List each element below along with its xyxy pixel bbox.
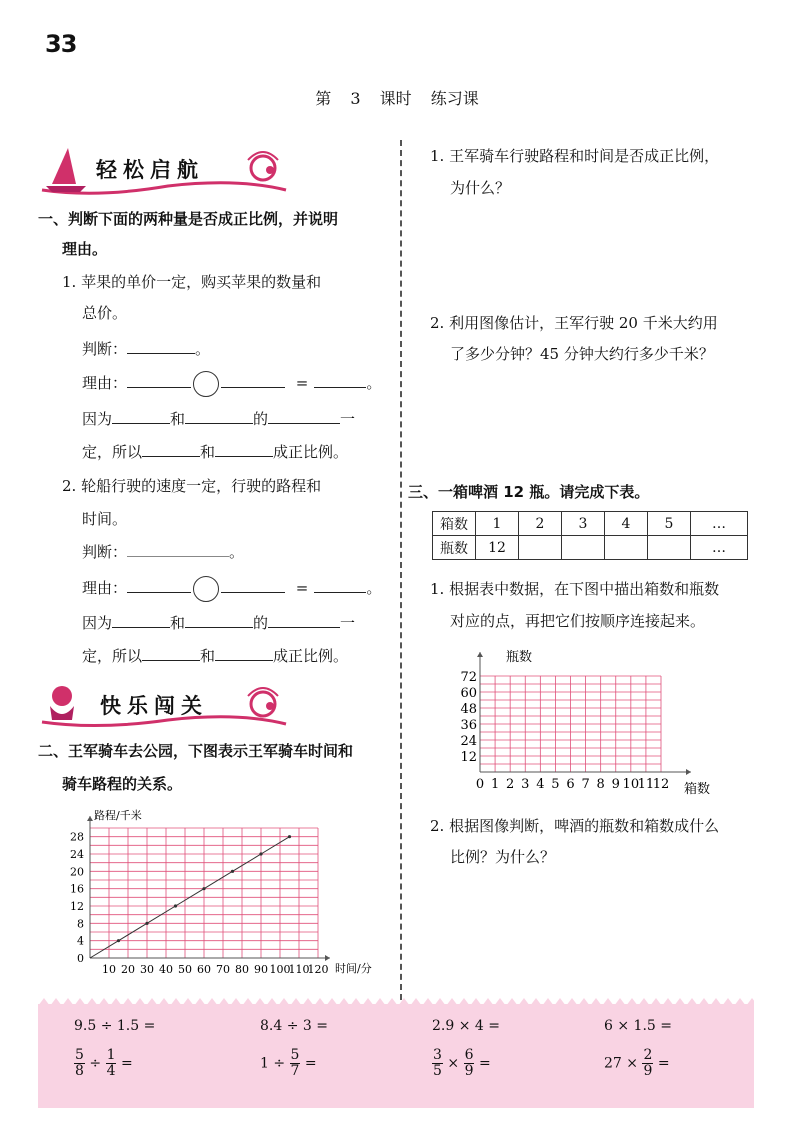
y-axis-label: 瓶数 xyxy=(506,650,533,665)
column-divider xyxy=(400,140,402,1000)
table-cell: 瓶数 xyxy=(433,536,476,560)
denominator: 8 xyxy=(75,1063,84,1079)
s3-q2-text-cont: 比例？为什么？ xyxy=(450,848,556,866)
denominator: 4 xyxy=(106,1063,116,1079)
x-tick-label: 11 xyxy=(637,777,655,792)
y-axis-label: 路程/千米 xyxy=(94,809,142,822)
wavy-border xyxy=(38,998,754,1006)
data-point xyxy=(174,904,177,907)
period: 。 xyxy=(195,340,211,358)
section1-heading-cont: 理由。 xyxy=(62,240,108,258)
x-tick-label: 40 xyxy=(159,963,173,976)
table-cell: 1 xyxy=(476,512,519,536)
x-tick-label: 3 xyxy=(521,777,530,792)
calc-item: 8.4 ÷ 3 = xyxy=(260,1018,328,1034)
because-blank-1[interactable] xyxy=(112,409,170,424)
chart-axes xyxy=(477,652,691,775)
y-tick-label: 36 xyxy=(460,718,477,733)
s3-q2-text: 2. 根据图像判断，啤酒的瓶数和箱数成什么 xyxy=(430,817,720,835)
y-tick-label: 72 xyxy=(460,670,477,685)
equals-sign: = xyxy=(304,1055,317,1072)
y-tick-label: 60 xyxy=(460,686,477,701)
denominator: 5 xyxy=(433,1063,442,1079)
table-row xyxy=(433,512,748,536)
data-point xyxy=(117,939,120,942)
because-blank-3[interactable] xyxy=(268,409,340,424)
y-tick-label: 24 xyxy=(460,734,477,749)
banner-easy-start xyxy=(38,140,288,200)
yi-label: 一 xyxy=(340,410,356,428)
fraction xyxy=(464,1048,475,1079)
chart-tick-labels xyxy=(460,670,669,792)
reason-blank-1[interactable] xyxy=(127,373,191,388)
x-tick-label: 70 xyxy=(216,963,230,976)
x-tick-label: 0 xyxy=(475,777,485,792)
period: 。 xyxy=(229,543,245,561)
x-tick-label: 10 xyxy=(622,777,640,792)
s1-q2-judge xyxy=(82,541,244,562)
so-suffix: 成正比例。 xyxy=(273,443,349,461)
numerator: 6 xyxy=(464,1047,474,1063)
distance-time-chart xyxy=(60,800,380,980)
page-number: 33 xyxy=(45,30,77,58)
so-suffix: 成正比例。 xyxy=(273,647,349,665)
lesson-title: 第 3 课时 练习课 xyxy=(315,89,479,108)
because-label: 因为 xyxy=(82,410,113,428)
x-tick-label: 6 xyxy=(566,777,575,792)
so-label: 定，所以 xyxy=(82,647,143,665)
x-tick-label: 80 xyxy=(235,963,249,976)
s2-q1-text: 1. 王军骑车行驶路程和时间是否成正比例， xyxy=(430,147,720,165)
section1-heading: 一、判断下面的两种量是否成正比例，并说明 xyxy=(38,210,339,228)
data-point xyxy=(231,870,234,873)
x-tick-label: 110 xyxy=(288,963,310,976)
table-cell: … xyxy=(691,536,748,560)
x-tick-label: 60 xyxy=(197,963,211,976)
equals-sign: = xyxy=(295,374,309,392)
x-tick-label: 20 xyxy=(121,963,135,976)
numerator: 2 xyxy=(643,1047,653,1063)
de-label: 的 xyxy=(253,614,269,632)
reason-blank-2[interactable] xyxy=(221,373,285,388)
x-tick-label: 12 xyxy=(652,777,670,792)
table-cell: 4 xyxy=(605,512,648,536)
because-blank-1[interactable] xyxy=(112,613,170,628)
answer-cell[interactable] xyxy=(648,536,691,560)
s1-q1-judge xyxy=(82,338,210,359)
equals-sign: = xyxy=(478,1055,491,1072)
x-axis-arrow xyxy=(325,955,330,961)
data-point xyxy=(145,922,148,925)
x-tick-label: 4 xyxy=(536,777,545,792)
s2-q1-text-cont: 为什么？ xyxy=(450,179,511,197)
operator: ÷ xyxy=(89,1055,102,1072)
chart-grid xyxy=(480,676,661,772)
s1-q1-text-cont: 总价。 xyxy=(82,304,128,322)
judge-blank[interactable] xyxy=(127,339,195,354)
numerator: 5 xyxy=(75,1047,84,1063)
equals-sign: = xyxy=(657,1055,670,1072)
judge-label: 判断： xyxy=(82,340,128,358)
because-blank-2[interactable] xyxy=(185,613,253,628)
x-tick-label: 1 xyxy=(490,777,500,792)
answer-cell[interactable] xyxy=(562,536,605,560)
s1-q1-because xyxy=(82,408,355,429)
fraction xyxy=(432,1048,443,1079)
fraction xyxy=(74,1048,85,1079)
chart-grid xyxy=(90,828,318,958)
because-blank-3[interactable] xyxy=(268,613,340,628)
data-point xyxy=(202,887,205,890)
reason-label: 理由： xyxy=(82,579,128,597)
y-tick-label: 20 xyxy=(70,865,84,879)
numerator: 5 xyxy=(290,1047,300,1063)
x-tick-label: 30 xyxy=(140,963,154,976)
x-tick-label: 50 xyxy=(178,963,192,976)
calc-item: 6 × 1.5 = xyxy=(604,1018,672,1034)
equals-sign: = xyxy=(295,579,309,597)
reason-blank-3[interactable] xyxy=(314,373,366,388)
s1-q1-so xyxy=(82,441,348,462)
banner-title: 快乐闯关 xyxy=(100,694,208,718)
s2-q2-text-cont: 了多少分钟？45 分钟大约行多少千米？ xyxy=(450,345,714,363)
y-axis-arrow xyxy=(477,652,483,657)
data-point xyxy=(288,835,291,838)
s1-q1-reason xyxy=(82,371,381,397)
reason-blank-1[interactable] xyxy=(127,578,191,593)
so-label: 定，所以 xyxy=(82,443,143,461)
and-label: 和 xyxy=(170,614,186,632)
table-cell: 3 xyxy=(562,512,605,536)
so-blank-1[interactable] xyxy=(142,442,200,457)
s1-q1-text: 1. 苹果的单价一定，购买苹果的数量和 xyxy=(62,273,322,291)
y-axis-arrow xyxy=(87,816,93,821)
y-tick-label: 12 xyxy=(460,750,477,765)
reason-blank-2[interactable] xyxy=(221,578,285,593)
table-cell: … xyxy=(691,512,748,536)
s2-q2-text: 2. 利用图像估计，王军行驶 20 千米大约用 xyxy=(430,314,718,332)
section2-heading-cont: 骑车路程的关系。 xyxy=(62,775,183,793)
calc-item xyxy=(604,1048,670,1079)
y-tick-label: 16 xyxy=(70,882,84,896)
x-tick-label: 7 xyxy=(581,777,590,792)
because-blank-2[interactable] xyxy=(185,409,253,424)
equals-sign: = xyxy=(120,1055,133,1072)
y-tick-label: 0 xyxy=(77,952,84,965)
yi-label: 一 xyxy=(340,614,356,632)
s1-q2-reason xyxy=(82,576,381,602)
judge-label: 判断： xyxy=(82,543,128,561)
section2-heading: 二、王军骑车去公园，下图表示王军骑车时间和 xyxy=(38,742,354,760)
fraction xyxy=(106,1048,117,1079)
y-tick-label: 24 xyxy=(70,848,84,861)
numerator: 3 xyxy=(433,1047,442,1063)
section3-heading: 三、一箱啤酒 12 瓶。请完成下表。 xyxy=(408,483,650,501)
x-tick-label: 8 xyxy=(596,777,605,792)
s3-q1-text: 1. 根据表中数据，在下图中描出箱数和瓶数 xyxy=(430,580,720,598)
denominator: 7 xyxy=(290,1063,300,1079)
denominator: 9 xyxy=(643,1063,653,1079)
and-label: 和 xyxy=(200,443,216,461)
fraction xyxy=(642,1048,653,1079)
y-tick-label: 4 xyxy=(77,934,84,948)
operand: 1 ÷ xyxy=(260,1055,286,1072)
bottles-boxes-chart[interactable] xyxy=(450,640,750,800)
table-row xyxy=(433,536,748,560)
numerator: 1 xyxy=(106,1047,116,1063)
s1-q2-text: 2. 轮船行驶的速度一定，行驶的路程和 xyxy=(62,477,322,495)
answer-cell[interactable] xyxy=(605,536,648,560)
so-blank-2[interactable] xyxy=(215,442,273,457)
so-blank-1[interactable] xyxy=(142,646,200,661)
x-tick-label: 120 xyxy=(307,963,329,976)
y-tick-label: 12 xyxy=(70,900,84,913)
answer-cell[interactable] xyxy=(519,536,562,560)
x-axis-label: 时间/分 xyxy=(335,962,372,975)
x-axis-arrow xyxy=(686,769,691,775)
period: 。 xyxy=(366,374,382,392)
boxes-bottles-table xyxy=(432,511,748,560)
s1-q2-text-cont: 时间。 xyxy=(82,510,128,528)
operator-circle[interactable] xyxy=(193,576,219,602)
x-tick-label: 5 xyxy=(551,777,560,792)
reason-blank-3[interactable] xyxy=(314,578,366,593)
period: 。 xyxy=(366,579,382,597)
calc-item: 2.9 × 4 = xyxy=(432,1018,500,1034)
y-tick-label: 48 xyxy=(460,702,477,717)
x-axis-label: 箱数 xyxy=(684,782,711,797)
x-tick-label: 100 xyxy=(269,963,291,976)
de-label: 的 xyxy=(253,410,269,428)
table-cell: 2 xyxy=(519,512,562,536)
table-cell: 箱数 xyxy=(433,512,476,536)
operator-circle[interactable] xyxy=(193,371,219,397)
so-blank-2[interactable] xyxy=(215,646,273,661)
x-tick-label: 2 xyxy=(506,777,515,792)
x-tick-label: 10 xyxy=(102,963,116,976)
x-tick-label: 9 xyxy=(611,777,620,792)
banner-title: 轻松启航 xyxy=(96,158,204,182)
judge-blank[interactable] xyxy=(127,542,229,557)
s1-q2-so xyxy=(82,645,348,666)
because-label: 因为 xyxy=(82,614,113,632)
and-label: 和 xyxy=(200,647,216,665)
calc-item xyxy=(432,1048,491,1079)
calc-item xyxy=(260,1048,317,1079)
data-point xyxy=(259,852,262,855)
y-tick-label: 28 xyxy=(70,830,84,844)
mental-math-panel xyxy=(38,1004,754,1108)
table-cell: 12 xyxy=(476,536,519,560)
operand: 27 × xyxy=(604,1055,638,1072)
y-tick-label: 8 xyxy=(77,917,84,931)
x-tick-label: 90 xyxy=(254,963,268,976)
denominator: 9 xyxy=(464,1063,474,1079)
calc-item: 9.5 ÷ 1.5 = xyxy=(74,1018,156,1034)
fraction xyxy=(290,1048,301,1079)
calc-item xyxy=(74,1048,133,1079)
table-cell: 5 xyxy=(648,512,691,536)
s3-q1-text-cont: 对应的点，再把它们按顺序连接起来。 xyxy=(450,612,706,630)
s1-q2-because xyxy=(82,612,355,633)
operator: × xyxy=(447,1055,460,1072)
and-label: 和 xyxy=(170,410,186,428)
reason-label: 理由： xyxy=(82,374,128,392)
banner-happy-challenge xyxy=(38,676,288,736)
